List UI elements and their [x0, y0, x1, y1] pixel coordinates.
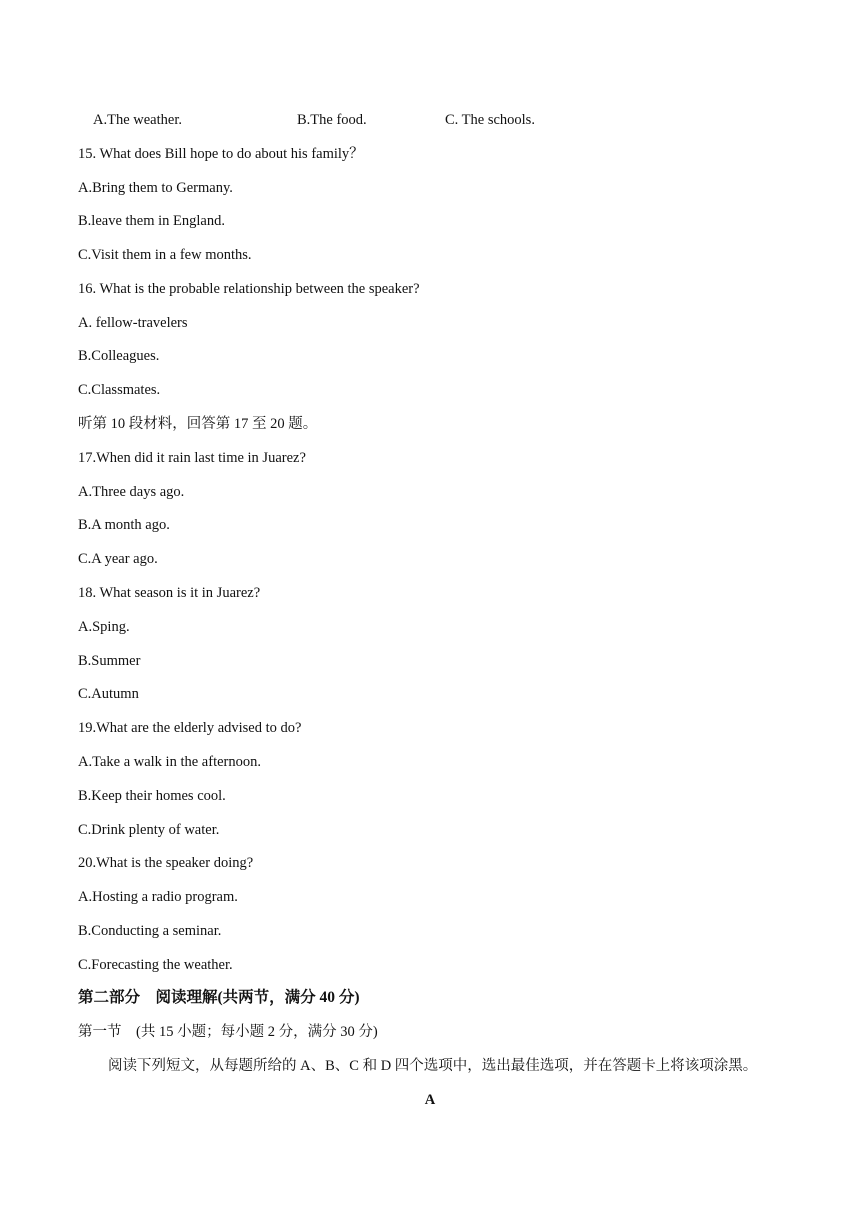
q20-option-c: C.Forecasting the weather.	[78, 957, 233, 973]
q14-option-b: B.The food.	[297, 112, 367, 128]
q18-option-a: A.Sping.	[78, 619, 130, 635]
q16-option-a: A. fellow-travelers	[78, 315, 188, 331]
section10-instruction: 听第 10 段材料，回答第 17 至 20 题。	[78, 416, 318, 432]
q14-option-a: A.The weather.	[93, 112, 182, 128]
q15-option-b: B.leave them in England.	[78, 213, 225, 229]
q18-question: 18. What season is it in Juarez?	[78, 585, 261, 601]
q19-option-a: A.Take a walk in the afternoon.	[78, 754, 261, 770]
q17-option-a: A.Three days ago.	[78, 484, 185, 500]
q17-option-b: B.A month ago.	[78, 517, 170, 533]
part2-instruction: 阅读下列短文，从每题所给的 A、B、C 和 D 四个选项中，选出最佳选项，并在答题卡上将该项涂黑。	[108, 1058, 758, 1074]
q16-option-b: B.Colleagues.	[78, 348, 160, 364]
q17-question: 17.When did it rain last time in Juarez?	[78, 450, 306, 466]
q20-option-b: B.Conducting a seminar.	[78, 923, 222, 939]
q16-question: 16. What is the probable relationship between the speaker?	[78, 281, 420, 297]
q18-option-c: C.Autumn	[78, 686, 139, 702]
q17-option-c: C.A year ago.	[78, 551, 158, 567]
q15-question: 15. What does Bill hope to do about his family？	[78, 146, 364, 162]
q15-option-a: A.Bring them to Germany.	[78, 180, 233, 196]
q19-option-b: B.Keep their homes cool.	[78, 788, 226, 804]
passage-label: A	[424, 1092, 436, 1108]
q19-option-c: C.Drink plenty of water.	[78, 822, 220, 838]
q18-option-b: B.Summer	[78, 653, 141, 669]
part2-section1-title: 第一节 (共 15 小题；每小题 2 分，满分 30 分)	[78, 1024, 378, 1040]
q20-question: 20.What is the speaker doing?	[78, 855, 254, 871]
q16-option-c: C.Classmates.	[78, 382, 161, 398]
q19-question: 19.What are the elderly advised to do?	[78, 720, 302, 736]
q14-option-c: C. The schools.	[445, 112, 535, 128]
q20-option-a: A.Hosting a radio program.	[78, 889, 238, 905]
part2-heading: 第二部分 阅读理解(共两节，满分 40 分)	[78, 989, 360, 1006]
q15-option-c: C.Visit them in a few months.	[78, 247, 252, 263]
